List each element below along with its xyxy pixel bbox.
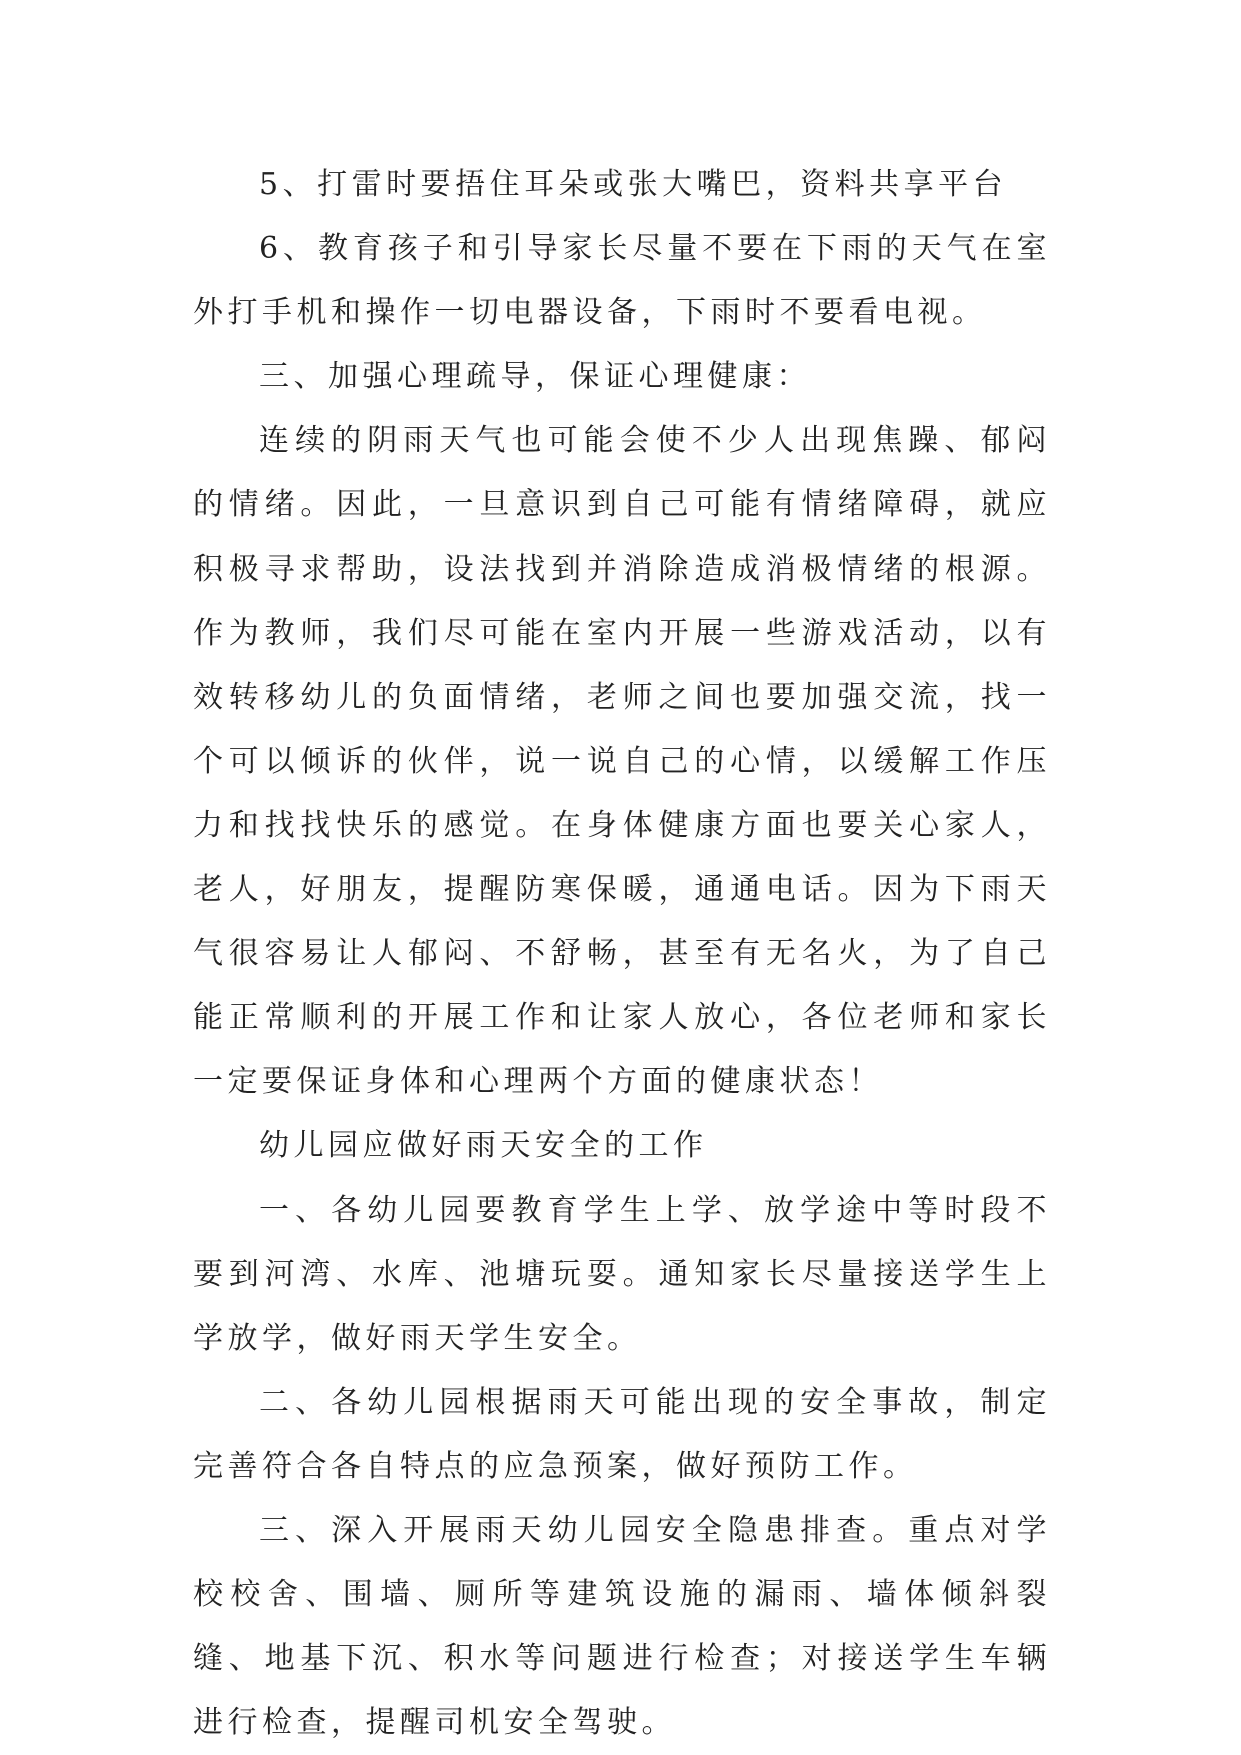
paragraph-thunder-ears: 5、打雷时要捂住耳朵或张大嘴巴，资料共享平台 — [259, 167, 1008, 202]
paragraph-item-three: 三、深入开展雨天幼儿园安全隐患排查。重点对学校校舍、围墙、厕所等建筑设施的漏雨、墙体倾斜裂缝、地基下沉、积水等问题进行检查；对接送学生车辆进行检查，提醒司机安全驾驶。 — [193, 1512, 1051, 1741]
paragraph-item-one: 一、各幼儿园要教育学生上学、放学途中等时段不要到河湾、水库、池塘玩耍。通知家长尽量接送学生上学放学，做好雨天学生安全。 — [193, 1192, 1051, 1356]
paragraph-psychological-health: 连续的阴雨天气也可能会使不少人出现焦躁、郁闷的情绪。因此，一旦意识到自己可能有情绪障碍，就应积极寻求帮助，设法找到并消除造成消极情绪的根源。作为教师，我们尽可能在室内开展一些游戏活动，以有效转移幼儿的负面情绪，老师之间也要加强交流，找一个可以倾诉的伙伴，说一说自己的心情，以缓解工作压力和找找快乐的感觉。在身体健康方面也要关心家人，老人，好朋友，提醒防寒保暖，通通电话。因为下雨天气很容易让人郁闷、不舒畅，甚至有无名火，为了自己能正常顺利的开展工作和让家人放心，各位老师和家长一定要保证身体和心理两个方面的健康状态！ — [193, 423, 1051, 1100]
document-body — [193, 153, 1051, 1755]
paragraph-electrical-devices: 6、教育孩子和引导家长尽量不要在下雨的天气在室外打手机和操作一切电器设备，下雨时不要看电视。 — [193, 231, 1051, 331]
section-heading-kindergarten-rain-safety: 幼儿园应做好雨天安全的工作 — [259, 1128, 708, 1164]
section-heading-psychological-guidance: 三、加强心理疏导，保证心理健康： — [259, 359, 811, 395]
paragraph-item-two: 二、各幼儿园根据雨天可能出现的安全事故，制定完善符合各自特点的应急预案，做好预防工作。 — [193, 1384, 1051, 1484]
